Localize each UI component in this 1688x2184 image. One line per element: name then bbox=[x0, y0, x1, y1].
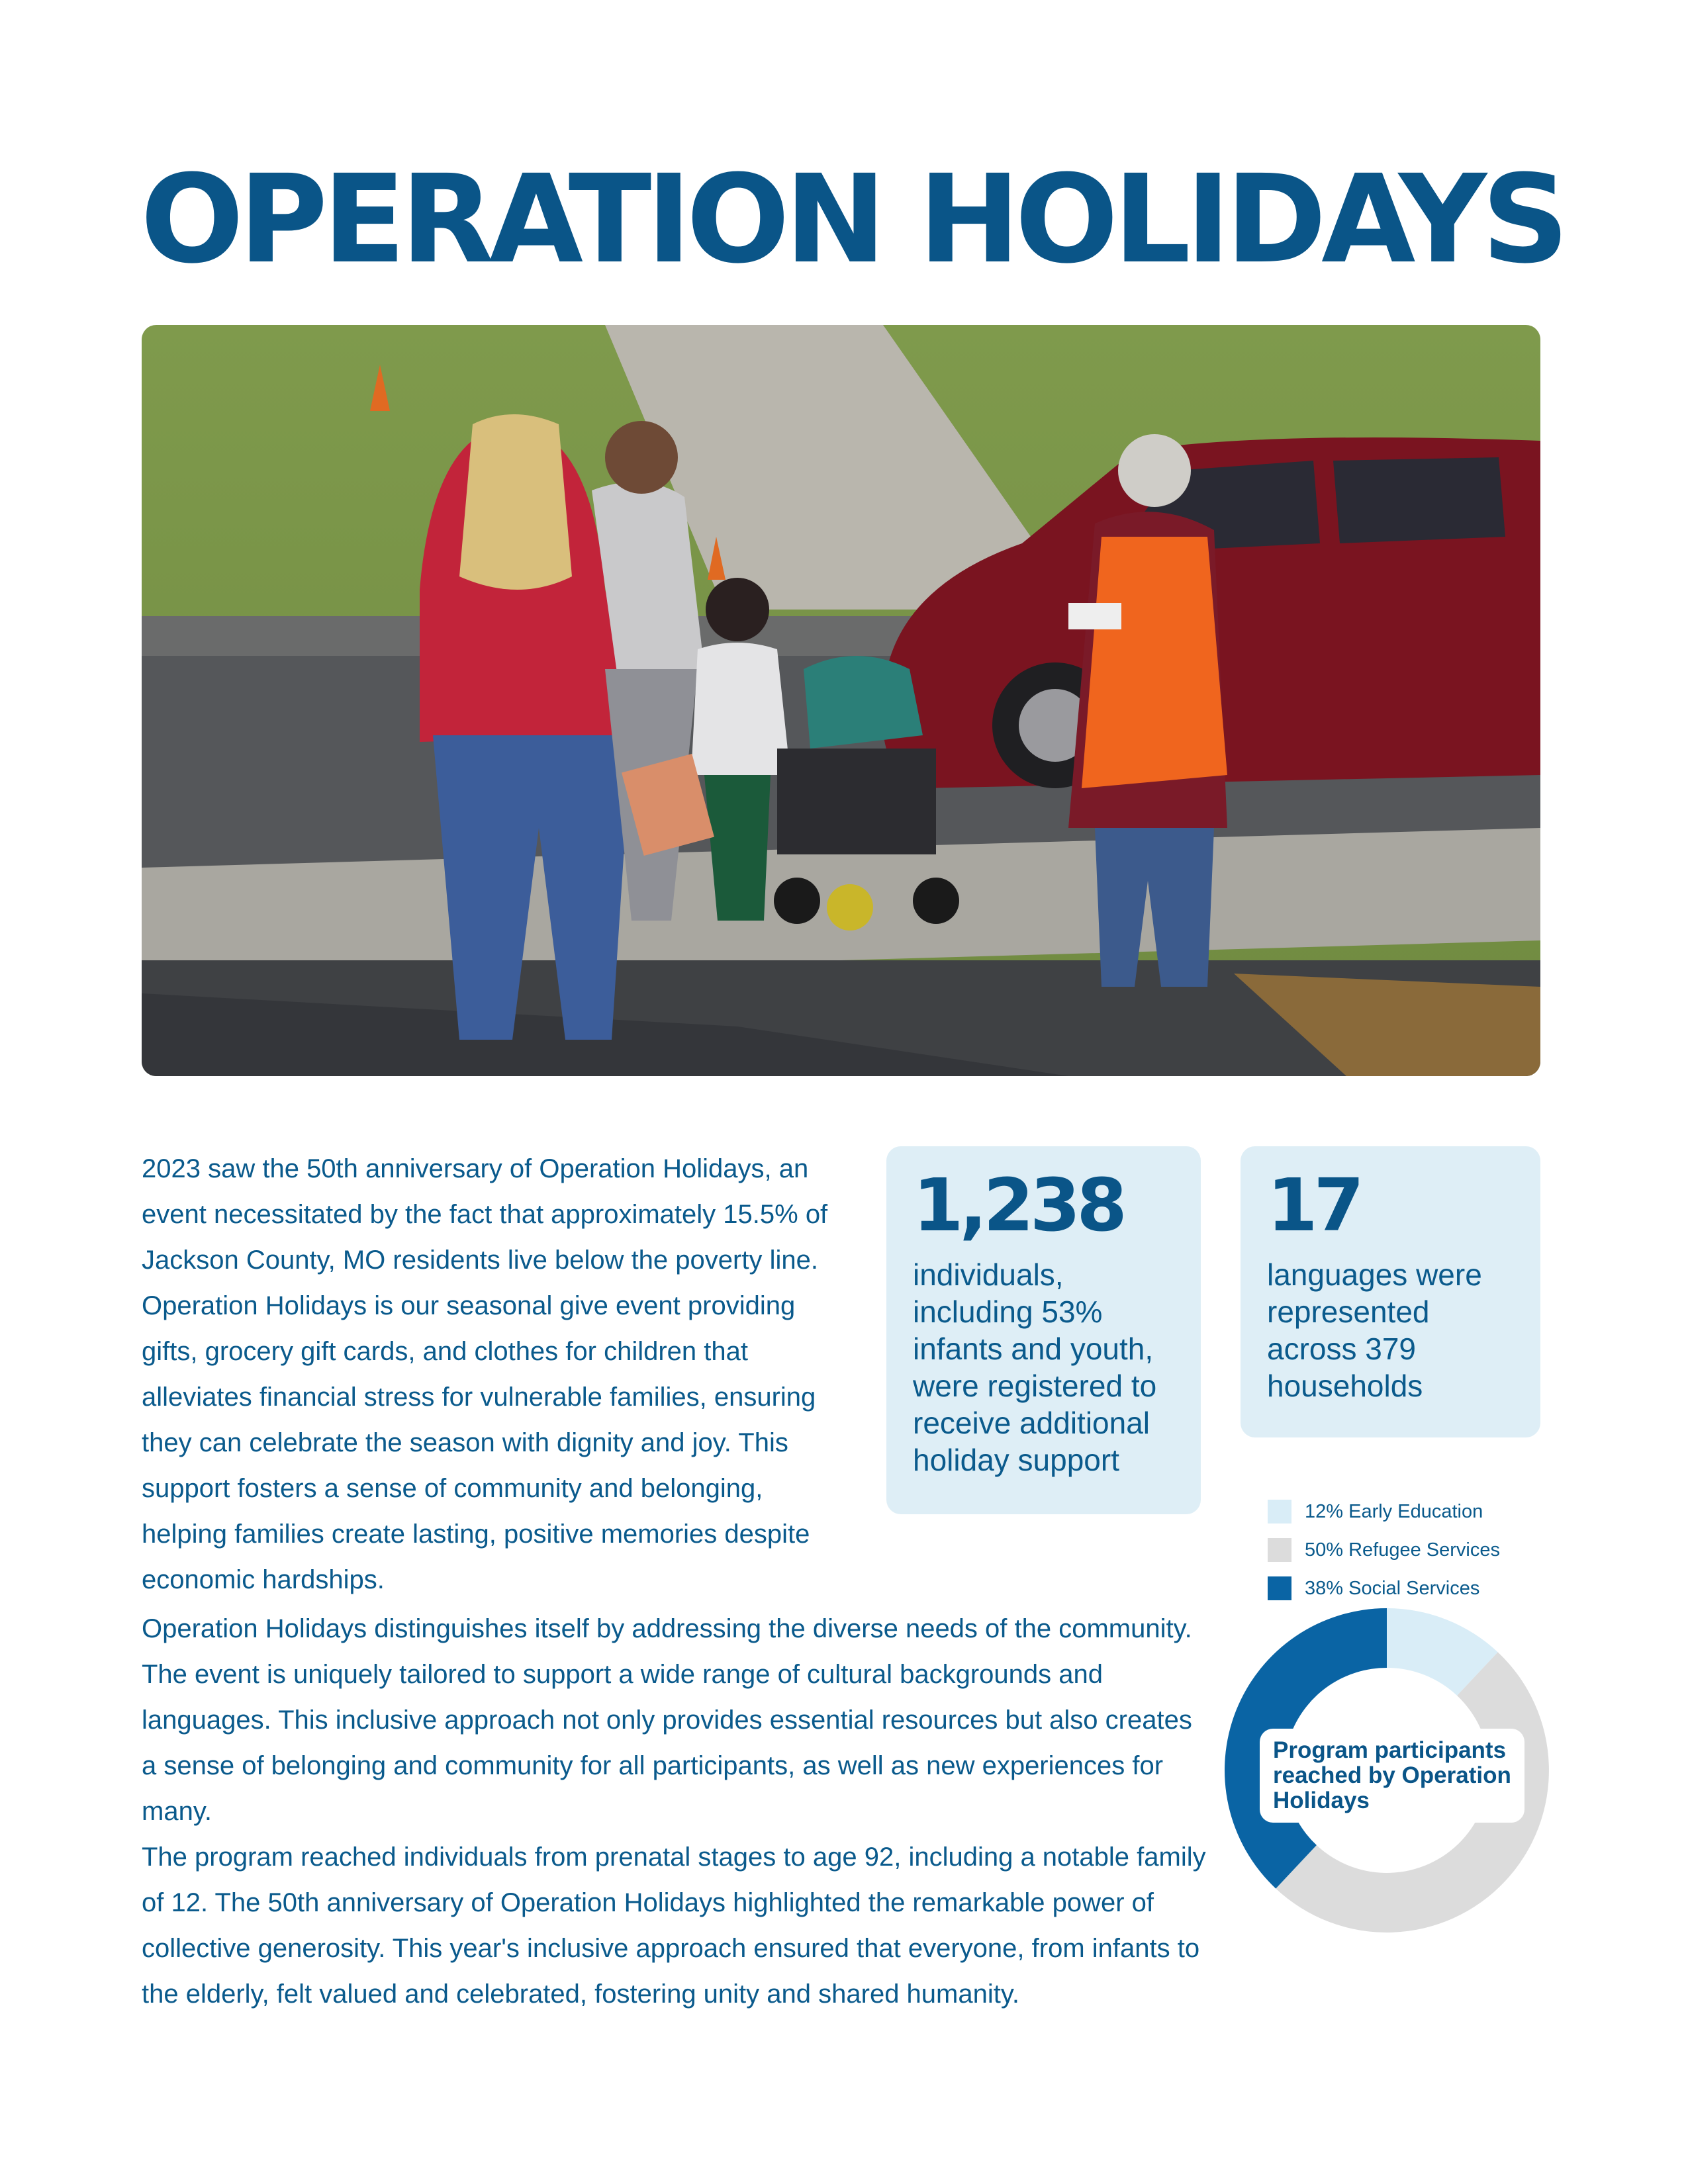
reach-paragraph: The program reached individuals from prenatal stages to age 92, including a notable family of 12. The 50th anniversary of Operation Holidays highlighted the remarkable power of collective generosity. This year's inclusive approach ensured that everyone, from infants to the elderly, felt valued and celebrated, fostering unity and shared humanity. bbox=[142, 1843, 1206, 2009]
stat-card-individuals bbox=[886, 1146, 1201, 1514]
intro-paragraph: 2023 saw the 50th anniversary of Operation Holidays, an event necessitated by the fact that approximately 15.5% of Jackson County, MO residents live below the poverty line. Operation Holidays is our seasonal give event providing gifts, grocery gift cards, and clothes for children that alleviates financial stress for vulnerable families, ensuring they can celebrate the season with dignity and joy. This support fosters a sense of community and belonging, helping families create lasting, positive memories despite economic hardships. bbox=[142, 1154, 828, 1594]
volunteer-greeting-family-photo bbox=[142, 325, 1540, 1076]
legend-swatch bbox=[1268, 1538, 1291, 1562]
stat-description: individuals, including 53% infants and youth, were registered to receive additional holiday support bbox=[913, 1257, 1157, 1477]
chart-legend bbox=[1268, 1492, 1546, 1608]
stat-description: languages were represented across 379 households bbox=[1267, 1257, 1482, 1403]
chart-title: Program participants reached by Operation Holidays bbox=[1261, 1730, 1523, 1821]
legend-item-early-education bbox=[1268, 1492, 1546, 1531]
diversity-paragraph: Operation Holidays distinguishes itself by addressing the diverse needs of the community. The event is uniquely tailored to support a wide range of cultural backgrounds and languages. This inclusive approach not only provides essential resources but also creates a sense of belonging and community for all participants, as well as new experiences for many. bbox=[142, 1614, 1192, 1826]
page-title: OPERATION HOLIDAYS bbox=[140, 149, 1564, 291]
stat-card-languages bbox=[1241, 1146, 1540, 1437]
stat-number: 17 bbox=[1267, 1163, 1361, 1248]
legend-label: 38% Social Services bbox=[1305, 1577, 1480, 1599]
legend-label: 50% Refugee Services bbox=[1305, 1539, 1500, 1561]
legend-item-refugee-services bbox=[1268, 1531, 1546, 1569]
legend-item-social-services bbox=[1268, 1569, 1546, 1608]
stat-number: 1,238 bbox=[913, 1163, 1123, 1248]
legend-label: 12% Early Education bbox=[1305, 1500, 1483, 1522]
legend-swatch bbox=[1268, 1500, 1291, 1524]
legend-swatch bbox=[1268, 1576, 1291, 1600]
